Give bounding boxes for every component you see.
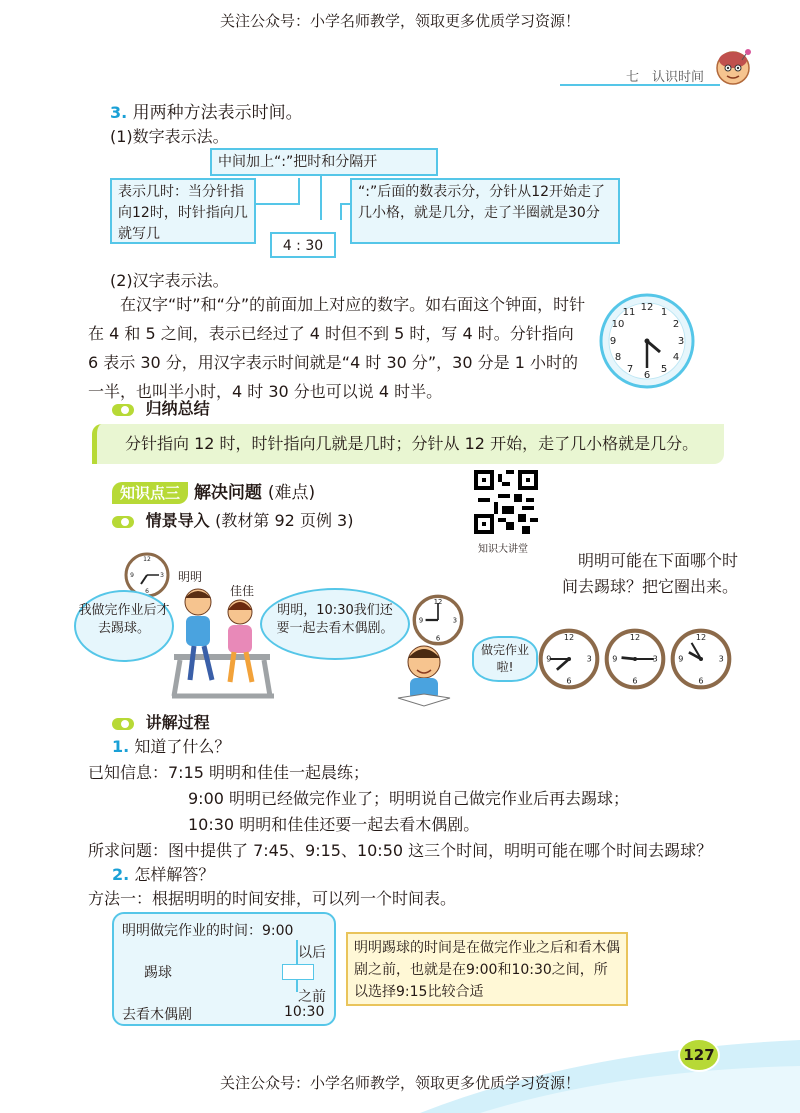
svg-text:9: 9 [612, 653, 618, 664]
svg-text:12: 12 [143, 556, 151, 563]
svg-text:3: 3 [652, 653, 658, 664]
svg-text:6: 6 [145, 588, 149, 595]
q2-number: 2. [112, 865, 130, 884]
q2-line [112, 862, 214, 885]
explain-label: 讲解过程 [145, 713, 210, 732]
clock-icon [670, 628, 732, 690]
kids-exercise-figure [168, 584, 278, 702]
boy-homework-figure [384, 640, 464, 708]
svg-text:9: 9 [546, 653, 552, 664]
colon-explanation-box: 中间加上“:”把时和分隔开 [210, 148, 438, 176]
timetable-arrow-line [296, 940, 298, 964]
section3-title: 用两种方法表示时间。 [132, 103, 303, 123]
svg-text:5: 5 [660, 364, 668, 375]
summary-label: 归纳总结 [145, 399, 210, 418]
summary-chip-icon [112, 404, 134, 416]
digital-time-box: 4 : 30 [270, 232, 336, 258]
clock-icon [604, 628, 666, 690]
clock-icon [598, 292, 696, 390]
svg-text:9: 9 [130, 572, 134, 579]
timetable-after: 以后 [298, 945, 326, 961]
svg-text:6: 6 [698, 675, 704, 686]
svg-text:11: 11 [622, 307, 636, 318]
known-info-3: 10:30 明明和佳佳还要一起去看木偶剧。 [188, 815, 480, 834]
knowledge-tag: 知识点三 [112, 482, 188, 504]
svg-text:12: 12 [563, 632, 575, 643]
sub2-label: (2)汉字表示法。 [110, 271, 229, 290]
top-banner: 关注公众号：小学名师教学，领取更多优质学习资源！ [219, 12, 580, 30]
summary-box [92, 424, 724, 464]
svg-text:3: 3 [586, 653, 592, 664]
timetable-note: 明明踢球的时间是在做完作业之后和看木偶剧之前，也就是在9:00和10:30之间，所以选择9:15比较合适 [346, 932, 628, 1006]
svg-text:3: 3 [160, 572, 164, 579]
timetable-kick: 踢球 [144, 965, 172, 981]
svg-text:12: 12 [433, 598, 443, 607]
clock-icon [412, 594, 464, 646]
clock-icon [538, 628, 600, 690]
timetable-before: 之前 [298, 989, 326, 1005]
svg-text:8: 8 [614, 352, 622, 363]
svg-text:2: 2 [672, 319, 680, 330]
summary-heading [112, 396, 210, 419]
mascot-icon [712, 46, 754, 88]
chinese-notation-paragraph: 在汉字“时”和“分”的前面加上对应的数字。如右面这个钟面，时针在 4 和 5 之间，表示已经过了 4 时但不到 5 时，写 4 时。分针指向 6 表示 30 分，用汉字表示时间就是“4 时 30 分”，30 分是 1 小时的一半，也叫半小时，4 时 30 分也可以说 4 时半。 [88, 295, 586, 401]
speech-bubble-jiajia: 明明，10:30我们还要一起去看木偶剧。 [260, 588, 410, 660]
q1-line [112, 734, 230, 757]
sub1-label: (1)数字表示法。 [110, 127, 229, 146]
timetable-blank-box [282, 964, 314, 980]
intro-label: 情景导入 [145, 511, 210, 530]
svg-text:10: 10 [611, 319, 625, 330]
knowledge-level: (难点) [267, 483, 316, 503]
svg-text:6: 6 [566, 675, 572, 686]
intro-chip-icon [112, 516, 134, 528]
svg-text:3: 3 [718, 653, 724, 664]
name-jiajia: 佳佳 [230, 584, 255, 598]
svg-text:9: 9 [418, 616, 424, 625]
svg-text:6: 6 [435, 634, 441, 643]
svg-text:7: 7 [626, 364, 634, 375]
svg-text:12: 12 [640, 302, 654, 313]
svg-text:3: 3 [677, 336, 685, 347]
name-mingming: 明明 [178, 570, 203, 584]
timetable-time2: 10:30 [284, 1004, 325, 1020]
summary-text: 分针指向 12 时，时针指向几就是几时；分针从 12 开始，走了几小格就是几分。 [125, 434, 699, 453]
page-number: 127 [678, 1038, 720, 1072]
knowledge-title: 解决问题 [193, 483, 262, 503]
svg-text:9: 9 [678, 653, 684, 664]
svg-text:3: 3 [452, 616, 458, 625]
svg-text:6: 6 [643, 370, 651, 381]
knowledge-heading [112, 478, 315, 504]
section3-number: 3. [110, 103, 128, 122]
timetable-puppet: 去看木偶剧 [122, 1007, 192, 1023]
q2-text: 怎样解答？ [134, 865, 215, 884]
method1-text: 方法一：根据明明的时间安排，可以列一个时间表。 [88, 889, 457, 908]
qr-caption: 知识大讲堂 [478, 544, 528, 555]
explain-chip-icon [112, 718, 134, 730]
bottom-banner: 关注公众号：小学名师教学，领取更多优质学习资源！ [219, 1074, 580, 1092]
question-asked: 所求问题：图中提供了 7:45、9:15、10:50 这三个时间，明明可能在哪个时间去踢球？ [88, 841, 713, 860]
svg-text:6: 6 [632, 675, 638, 686]
known-info-2: 9:00 明明已经做完作业了；明明说自己做完作业后再去踢球； [188, 789, 630, 808]
intro-heading [112, 508, 353, 531]
minute-explanation-box: “:”后面的数表示分，分针从12开始走了几小格，就是几分，走了半圈就是30分 [350, 178, 620, 244]
timetable-row1: 明明做完作业的时间：9:00 [122, 923, 294, 939]
svg-text:12: 12 [695, 632, 707, 643]
notation-diagram [110, 148, 630, 260]
scene-question: 明明可能在下面哪个时间去踢球？把它圈出来。 [562, 551, 739, 596]
q1-text: 知道了什么？ [134, 737, 231, 756]
speech-bubble-mingming: 我做完作业后才去踢球。 [74, 590, 174, 662]
hour-explanation-box: 表示几时：当分针指向12时，时针指向几就写几 [110, 178, 256, 244]
timetable-box [112, 912, 336, 1026]
known-info-1: 已知信息：7:15 明明和佳佳一起晨练； [88, 763, 370, 782]
scene-illustration [72, 548, 542, 708]
intro-ref: (教材第 92 页例 3) [215, 511, 354, 530]
chapter-header [560, 64, 720, 86]
svg-text:4: 4 [672, 352, 680, 363]
section3-heading [110, 98, 303, 123]
svg-text:1: 1 [660, 307, 668, 318]
explain-heading [112, 710, 210, 733]
speech-bubble-boy: 做完作业啦! [472, 636, 538, 682]
svg-text:12: 12 [629, 632, 641, 643]
chapter-title: 七 认识时间 [626, 70, 705, 85]
svg-text:9: 9 [609, 336, 617, 347]
qr-code-icon [474, 470, 538, 534]
q1-number: 1. [112, 737, 130, 756]
